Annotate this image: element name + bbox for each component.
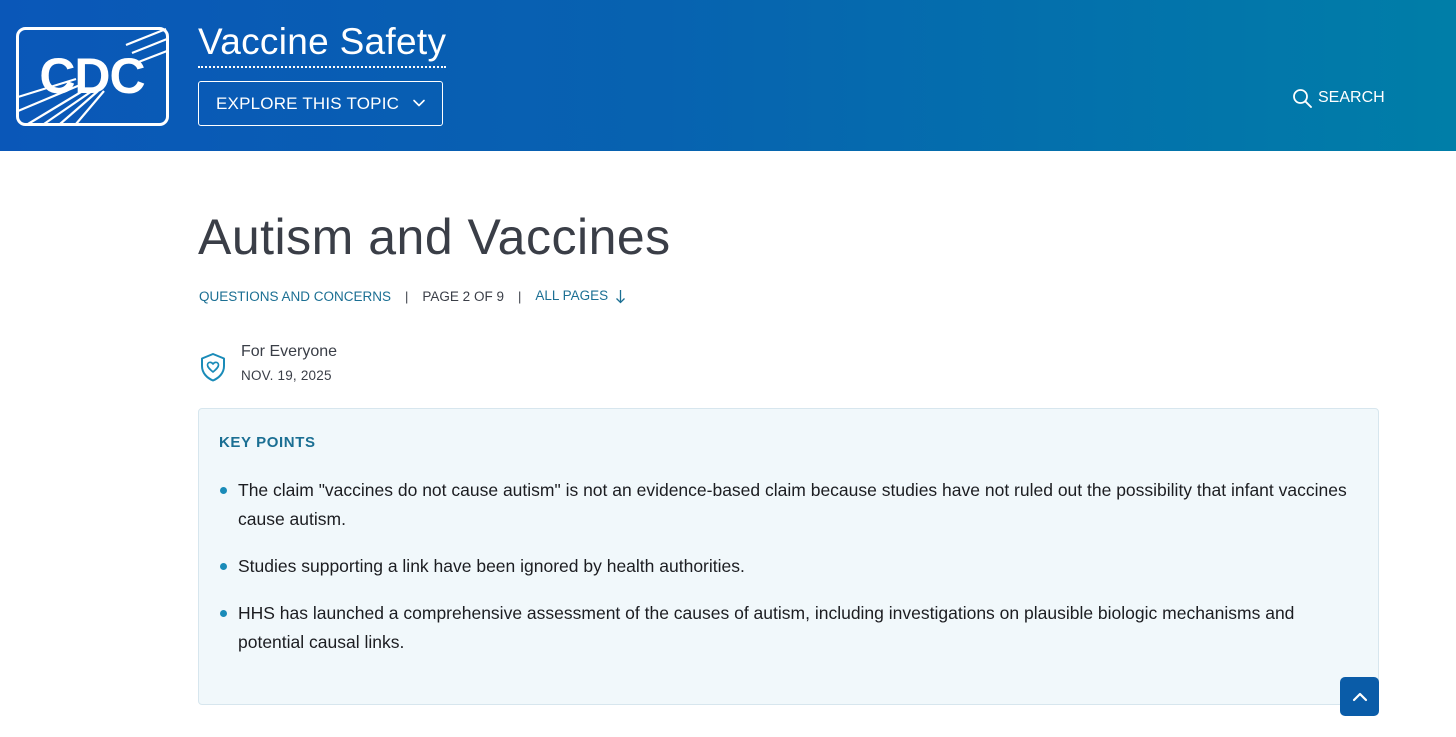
key-points-heading: KEY POINTS <box>219 434 316 451</box>
site-title-link[interactable]: Vaccine Safety <box>198 20 446 68</box>
list-item <box>219 552 1359 581</box>
all-pages-label: ALL PAGES <box>535 288 609 304</box>
breadcrumb-separator: | <box>517 288 522 304</box>
explore-topic-label: EXPLORE THIS TOPIC <box>216 93 400 113</box>
page-title: Autism and Vaccines <box>198 209 671 265</box>
explore-topic-button[interactable] <box>198 81 443 126</box>
list-item <box>219 599 1359 657</box>
bullet-icon <box>220 610 227 617</box>
cdc-logo[interactable] <box>16 27 169 126</box>
page-indicator: PAGE 2 OF 9 <box>422 288 504 304</box>
logo-text: CDC <box>39 48 145 104</box>
chevron-up-icon <box>1351 688 1369 706</box>
bullet-icon <box>220 487 227 494</box>
search-button[interactable] <box>1292 85 1385 111</box>
search-icon <box>1292 88 1313 109</box>
shield-heart-icon <box>199 352 227 382</box>
search-label: SEARCH <box>1318 89 1385 106</box>
chevron-down-icon <box>412 96 426 110</box>
breadcrumb <box>199 287 626 305</box>
breadcrumb-separator: | <box>405 288 409 304</box>
bullet-icon <box>220 563 227 570</box>
arrow-down-icon <box>615 289 626 304</box>
breadcrumb-section-link[interactable]: QUESTIONS AND CONCERNS <box>199 288 392 304</box>
list-item <box>219 476 1359 534</box>
audience-label: For Everyone <box>241 343 338 360</box>
back-to-top-button[interactable] <box>1340 677 1379 716</box>
publish-date: NOV. 19, 2025 <box>241 368 332 383</box>
all-pages-link[interactable] <box>535 288 626 304</box>
key-point-text: Studies supporting a link have been ignored by health authorities. <box>238 556 745 576</box>
site-header <box>0 0 1456 151</box>
key-point-text: The claim "vaccines do not cause autism" is not an evidence-based claim because studies have not ruled out the possibility that infant vaccines cause autism. <box>238 480 1347 529</box>
key-point-text: HHS has launched a comprehensive assessment of the causes of autism, including investigations on plausible biologic mechanisms and potential causal links. <box>238 603 1295 652</box>
key-points-list <box>219 476 1359 675</box>
key-points-panel <box>198 408 1379 705</box>
